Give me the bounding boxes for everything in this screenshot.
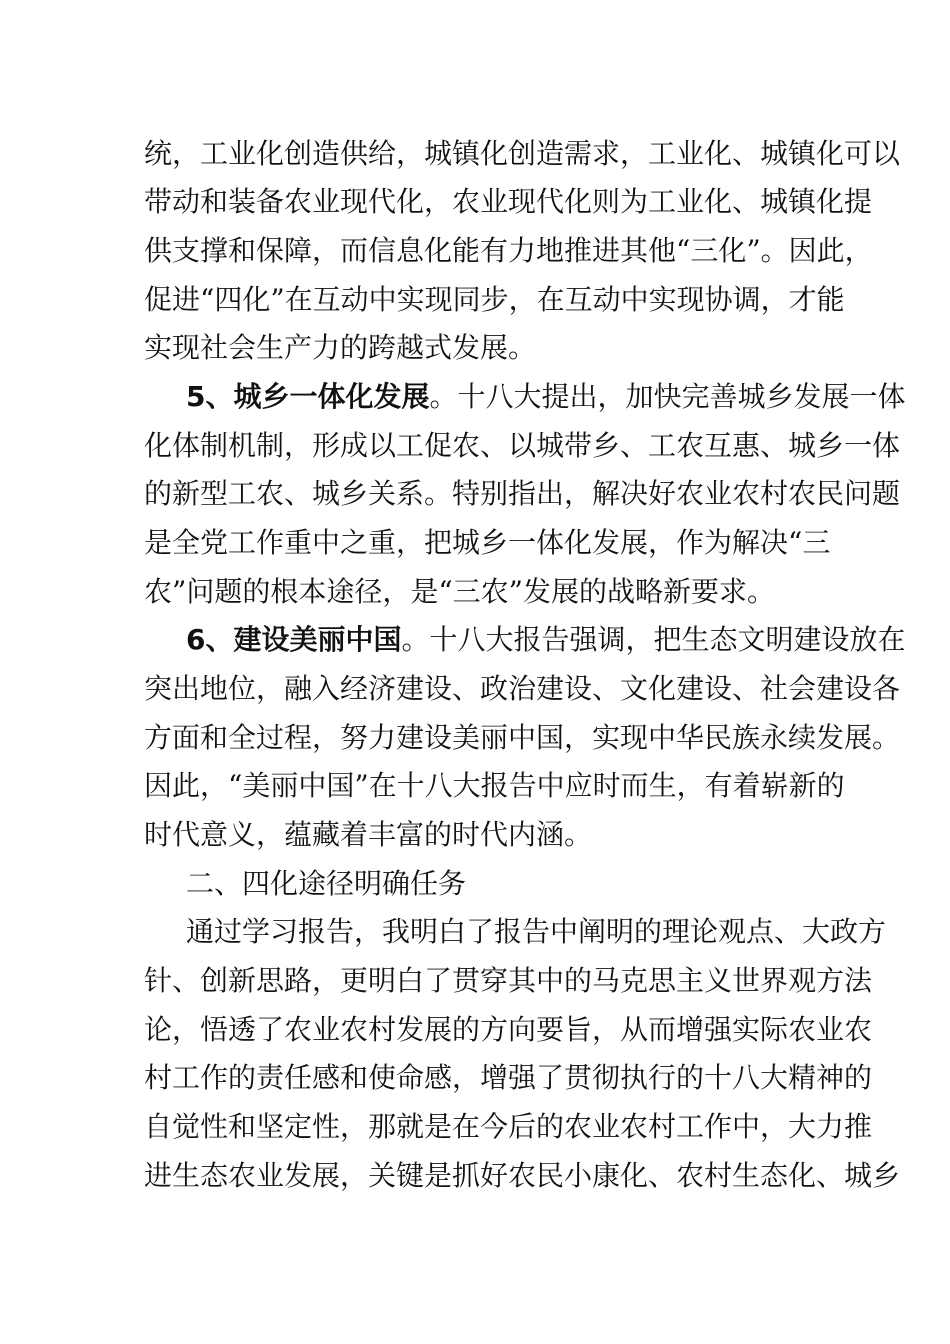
text-line: 带动和装备农业现代化，农业现代化则为工业化、城镇化提 (144, 185, 873, 218)
text-line: 化体制机制，形成以工促农、以城带乡、工农互惠、城乡一体 (144, 429, 901, 462)
text-line: 村工作的责任感和使命感，增强了贯彻执行的十八大精神的 (144, 1061, 873, 1094)
item-6-text: 。十八大报告强调，把生态文明建设放在 (401, 623, 906, 656)
item-5-first-line (186, 375, 906, 419)
paragraph-first-line: 通过学习报告，我明白了报告中阐明的理论观点、大政方 (186, 915, 887, 948)
text-line: 是全党工作重中之重，把城乡一体化发展，作为解决“三 (144, 526, 831, 559)
item-5-title: 5、城乡一体化发展 (186, 380, 430, 413)
text-line: 论，悟透了农业农村发展的方向要旨，从而增强实际农业农 (144, 1013, 873, 1046)
text-line: 的新型工农、城乡关系。特别指出，解决好农业农村农民问题 (144, 477, 901, 510)
text-line: 进生态农业发展，关键是抓好农民小康化、农村生态化、城乡 (144, 1159, 901, 1192)
item-6-first-line (186, 618, 906, 662)
text-line: 针、创新思路，更明白了贯穿其中的马克思主义世界观方法 (144, 964, 873, 997)
text-line: 突出地位，融入经济建设、政治建设、文化建设、社会建设各 (144, 672, 901, 705)
text-line: 供支撑和保障，而信息化能有力地推进其他“三化”。因此， (144, 234, 873, 267)
text-line: 自觉性和坚定性，那就是在今后的农业农村工作中，大力推 (144, 1110, 873, 1143)
text-line: 农”问题的根本途径，是“三农”发展的战略新要求。 (144, 575, 775, 608)
text-line: 促进“四化”在互动中实现同步，在互动中实现协调，才能 (144, 283, 845, 316)
text-line: 时代意义，蕴藏着丰富的时代内涵。 (144, 818, 593, 851)
text-line: 实现社会生产力的跨越式发展。 (144, 331, 537, 364)
text-line: 因此，“美丽中国”在十八大报告中应时而生，有着崭新的 (144, 769, 845, 802)
section-heading: 二、四化途径明确任务 (186, 867, 467, 900)
text-line: 统，工业化创造供给，城镇化创造需求，工业化、城镇化可以 (144, 137, 901, 170)
item-5-text: 。十八大提出，加快完善城乡发展一体 (429, 380, 906, 413)
text-line: 方面和全过程，努力建设美丽中国，实现中华民族永续发展。 (144, 721, 901, 754)
item-6-title: 6、建设美丽中国 (186, 623, 402, 656)
